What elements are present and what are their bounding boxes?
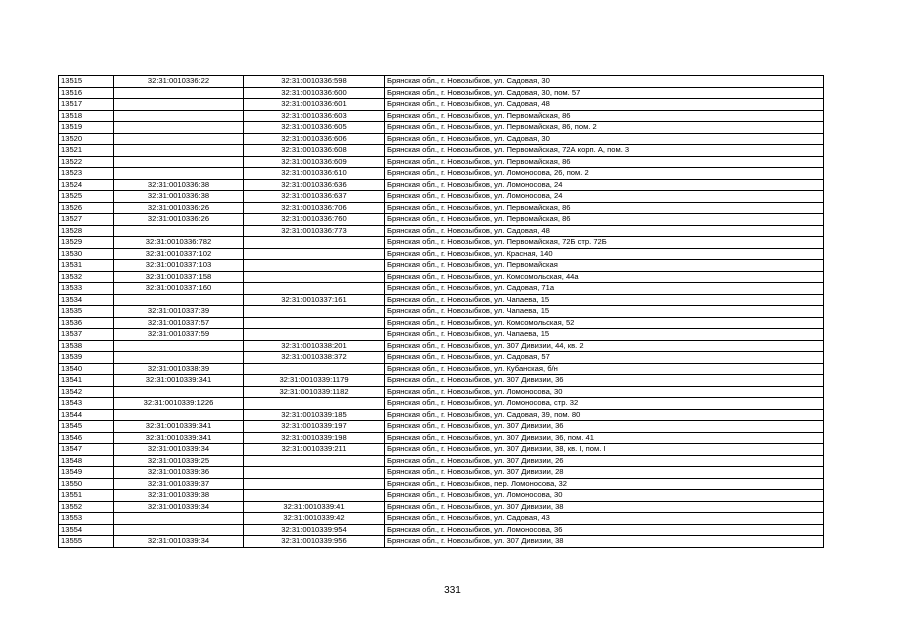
land-parcel-number-cell <box>114 513 244 525</box>
object-number-cell: 32:31:0010339:954 <box>244 524 385 536</box>
object-number-cell: 32:31:0010339:211 <box>244 444 385 456</box>
row-number-cell: 13546 <box>59 432 114 444</box>
address-cell: Брянская обл., г. Новозыбков, ул. Первомайская, 72Б стр. 72Б <box>385 237 824 249</box>
object-number-cell <box>244 306 385 318</box>
address-cell: Брянская обл., г. Новозыбков, ул. Садовая, 30, пом. 57 <box>385 87 824 99</box>
row-number-cell: 13549 <box>59 467 114 479</box>
land-parcel-number-cell: 32:31:0010337:59 <box>114 329 244 341</box>
object-number-cell: 32:31:0010339:41 <box>244 501 385 513</box>
object-number-cell <box>244 317 385 329</box>
row-number-cell: 13535 <box>59 306 114 318</box>
address-cell: Брянская обл., г. Новозыбков, ул. Чапаева, 15 <box>385 329 824 341</box>
table-row <box>59 329 824 341</box>
table-row <box>59 467 824 479</box>
table-row <box>59 145 824 157</box>
table-row <box>59 513 824 525</box>
table-row <box>59 432 824 444</box>
row-number-cell: 13515 <box>59 76 114 88</box>
object-number-cell: 32:31:0010339:1179 <box>244 375 385 387</box>
land-parcel-number-cell: 32:31:0010339:37 <box>114 478 244 490</box>
address-cell: Брянская обл., г. Новозыбков, ул. Ломоносова, 36 <box>385 524 824 536</box>
row-number-cell: 13555 <box>59 536 114 548</box>
row-number-cell: 13530 <box>59 248 114 260</box>
address-cell: Брянская обл., г. Новозыбков, ул. 307 Дивизии, 44, кв. 2 <box>385 340 824 352</box>
table-row <box>59 352 824 364</box>
land-parcel-number-cell <box>114 122 244 134</box>
row-number-cell: 13529 <box>59 237 114 249</box>
row-number-cell: 13525 <box>59 191 114 203</box>
object-number-cell: 32:31:0010339:185 <box>244 409 385 421</box>
land-parcel-number-cell <box>114 87 244 99</box>
land-parcel-number-cell: 32:31:0010338:39 <box>114 363 244 375</box>
land-parcel-number-cell: 32:31:0010339:34 <box>114 536 244 548</box>
row-number-cell: 13547 <box>59 444 114 456</box>
land-parcel-number-cell: 32:31:0010336:782 <box>114 237 244 249</box>
table-row <box>59 248 824 260</box>
object-number-cell: 32:31:0010336:608 <box>244 145 385 157</box>
page-number: 331 <box>444 585 461 596</box>
object-number-cell <box>244 237 385 249</box>
table-row <box>59 455 824 467</box>
object-number-cell: 32:31:0010336:773 <box>244 225 385 237</box>
land-parcel-number-cell <box>114 110 244 122</box>
table-row <box>59 386 824 398</box>
object-number-cell: 32:31:0010336:605 <box>244 122 385 134</box>
land-parcel-number-cell <box>114 225 244 237</box>
row-number-cell: 13526 <box>59 202 114 214</box>
address-cell: Брянская обл., г. Новозыбков, ул. 307 Дивизии, 36 <box>385 375 824 387</box>
object-number-cell <box>244 283 385 295</box>
row-number-cell: 13545 <box>59 421 114 433</box>
address-cell: Брянская обл., г. Новозыбков, ул. Ломоносова, 24 <box>385 191 824 203</box>
address-cell: Брянская обл., г. Новозыбков, ул. Первомайская, 86 <box>385 202 824 214</box>
row-number-cell: 13524 <box>59 179 114 191</box>
address-cell: Брянская обл., г. Новозыбков, ул. Первомайская, 86 <box>385 214 824 226</box>
land-parcel-number-cell: 32:31:0010337:160 <box>114 283 244 295</box>
table-row <box>59 202 824 214</box>
table-row <box>59 99 824 111</box>
object-number-cell: 32:31:0010338:201 <box>244 340 385 352</box>
table-body <box>59 76 824 548</box>
row-number-cell: 13519 <box>59 122 114 134</box>
object-number-cell: 32:31:0010339:956 <box>244 536 385 548</box>
object-number-cell: 32:31:0010337:161 <box>244 294 385 306</box>
address-cell: Брянская обл., г. Новозыбков, ул. Садовая, 30 <box>385 76 824 88</box>
row-number-cell: 13516 <box>59 87 114 99</box>
land-parcel-number-cell: 32:31:0010339:341 <box>114 421 244 433</box>
row-number-cell: 13539 <box>59 352 114 364</box>
object-number-cell: 32:31:0010336:637 <box>244 191 385 203</box>
land-parcel-number-cell <box>114 340 244 352</box>
address-cell: Брянская обл., г. Новозыбков, ул. Садовая, 71а <box>385 283 824 295</box>
object-number-cell: 32:31:0010336:609 <box>244 156 385 168</box>
address-cell: Брянская обл., г. Новозыбков, ул. Первомайская, 72А корп. А, пом. 3 <box>385 145 824 157</box>
table-row <box>59 87 824 99</box>
land-parcel-number-cell: 32:31:0010337:102 <box>114 248 244 260</box>
land-parcel-number-cell: 32:31:0010337:39 <box>114 306 244 318</box>
table-row <box>59 524 824 536</box>
object-number-cell: 32:31:0010339:197 <box>244 421 385 433</box>
table-row <box>59 536 824 548</box>
address-cell: Брянская обл., г. Новозыбков, ул. Садовая, 39, пом. 80 <box>385 409 824 421</box>
row-number-cell: 13517 <box>59 99 114 111</box>
address-cell: Брянская обл., г. Новозыбков, ул. 307 Дивизии, 38 <box>385 536 824 548</box>
land-parcel-number-cell: 32:31:0010336:38 <box>114 191 244 203</box>
address-cell: Брянская обл., г. Новозыбков, пер. Ломоносова, 32 <box>385 478 824 490</box>
address-cell: Брянская обл., г. Новозыбков, ул. Чапаева, 15 <box>385 294 824 306</box>
land-parcel-number-cell: 32:31:0010337:57 <box>114 317 244 329</box>
address-cell: Брянская обл., г. Новозыбков, ул. 307 Дивизии, 36 <box>385 421 824 433</box>
table-row <box>59 133 824 145</box>
row-number-cell: 13551 <box>59 490 114 502</box>
row-number-cell: 13531 <box>59 260 114 272</box>
row-number-cell: 13553 <box>59 513 114 525</box>
object-number-cell: 32:31:0010339:198 <box>244 432 385 444</box>
land-parcel-number-cell <box>114 409 244 421</box>
object-number-cell <box>244 271 385 283</box>
object-number-cell: 32:31:0010338:372 <box>244 352 385 364</box>
table-row <box>59 409 824 421</box>
land-parcel-number-cell <box>114 156 244 168</box>
address-cell: Брянская обл., г. Новозыбков, ул. Ломоносова, 26, пом. 2 <box>385 168 824 180</box>
object-number-cell <box>244 478 385 490</box>
object-number-cell <box>244 329 385 341</box>
object-number-cell <box>244 260 385 272</box>
row-number-cell: 13518 <box>59 110 114 122</box>
object-number-cell <box>244 467 385 479</box>
table-row <box>59 375 824 387</box>
object-number-cell: 32:31:0010336:610 <box>244 168 385 180</box>
table-row <box>59 260 824 272</box>
object-number-cell <box>244 398 385 410</box>
address-cell: Брянская обл., г. Новозыбков, ул. Первомайская, 86 <box>385 156 824 168</box>
table-row <box>59 478 824 490</box>
land-parcel-number-cell: 32:31:0010339:341 <box>114 432 244 444</box>
row-number-cell: 13538 <box>59 340 114 352</box>
address-cell: Брянская обл., г. Новозыбков, ул. 307 Дивизии, 38, кв. I, пом. I <box>385 444 824 456</box>
land-parcel-number-cell: 32:31:0010339:34 <box>114 501 244 513</box>
object-number-cell: 32:31:0010336:600 <box>244 87 385 99</box>
land-parcel-number-cell: 32:31:0010337:103 <box>114 260 244 272</box>
table-row <box>59 283 824 295</box>
land-parcel-number-cell <box>114 294 244 306</box>
table-row <box>59 340 824 352</box>
row-number-cell: 13520 <box>59 133 114 145</box>
row-number-cell: 13534 <box>59 294 114 306</box>
land-parcel-number-cell: 32:31:0010339:341 <box>114 375 244 387</box>
address-cell: Брянская обл., г. Новозыбков, ул. Первомайская, 86, пом. 2 <box>385 122 824 134</box>
object-number-cell <box>244 455 385 467</box>
row-number-cell: 13522 <box>59 156 114 168</box>
land-parcel-number-cell <box>114 145 244 157</box>
table-row <box>59 501 824 513</box>
table-row <box>59 156 824 168</box>
table-row <box>59 179 824 191</box>
address-cell: Брянская обл., г. Новозыбков, ул. 307 Дивизии, 26 <box>385 455 824 467</box>
table-row <box>59 490 824 502</box>
object-number-cell: 32:31:0010336:760 <box>244 214 385 226</box>
row-number-cell: 13521 <box>59 145 114 157</box>
row-number-cell: 13528 <box>59 225 114 237</box>
object-number-cell: 32:31:0010336:603 <box>244 110 385 122</box>
row-number-cell: 13541 <box>59 375 114 387</box>
land-parcel-number-cell: 32:31:0010339:36 <box>114 467 244 479</box>
address-cell: Брянская обл., г. Новозыбков, ул. Красная, 140 <box>385 248 824 260</box>
land-parcel-number-cell <box>114 99 244 111</box>
object-number-cell: 32:31:0010336:601 <box>244 99 385 111</box>
land-parcel-number-cell <box>114 133 244 145</box>
table-row <box>59 110 824 122</box>
table-row <box>59 122 824 134</box>
row-number-cell: 13532 <box>59 271 114 283</box>
address-cell: Брянская обл., г. Новозыбков, ул. Садовая, 30 <box>385 133 824 145</box>
land-parcel-number-cell: 32:31:0010336:26 <box>114 202 244 214</box>
address-cell: Брянская обл., г. Новозыбков, ул. Комсомольская, 52 <box>385 317 824 329</box>
object-number-cell <box>244 363 385 375</box>
land-parcel-number-cell <box>114 386 244 398</box>
address-cell: Брянская обл., г. Новозыбков, ул. Кубанская, б/н <box>385 363 824 375</box>
table-row <box>59 225 824 237</box>
table-row <box>59 444 824 456</box>
land-parcel-number-cell: 32:31:0010339:1226 <box>114 398 244 410</box>
object-number-cell: 32:31:0010336:636 <box>244 179 385 191</box>
object-number-cell: 32:31:0010336:706 <box>244 202 385 214</box>
table-row <box>59 317 824 329</box>
address-cell: Брянская обл., г. Новозыбков, ул. Садовая, 43 <box>385 513 824 525</box>
object-number-cell: 32:31:0010336:606 <box>244 133 385 145</box>
table-row <box>59 306 824 318</box>
address-cell: Брянская обл., г. Новозыбков, ул. Ломоносова, 30 <box>385 386 824 398</box>
address-cell: Брянская обл., г. Новозыбков, ул. 307 Дивизии, 28 <box>385 467 824 479</box>
land-parcel-number-cell <box>114 352 244 364</box>
address-cell: Брянская обл., г. Новозыбков, ул. Первомайская, 86 <box>385 110 824 122</box>
address-cell: Брянская обл., г. Новозыбков, ул. Ломоносова, 30 <box>385 490 824 502</box>
table-row <box>59 191 824 203</box>
table-row <box>59 421 824 433</box>
land-parcel-number-cell: 32:31:0010337:158 <box>114 271 244 283</box>
address-cell: Брянская обл., г. Новозыбков, ул. Ломоносова, стр. 32 <box>385 398 824 410</box>
address-cell: Брянская обл., г. Новозыбков, ул. 307 Дивизии, 38 <box>385 501 824 513</box>
address-cell: Брянская обл., г. Новозыбков, ул. Ломоносова, 24 <box>385 179 824 191</box>
land-parcel-number-cell: 32:31:0010339:34 <box>114 444 244 456</box>
row-number-cell: 13527 <box>59 214 114 226</box>
address-cell: Брянская обл., г. Новозыбков, ул. Первомайская <box>385 260 824 272</box>
object-number-cell: 32:31:0010339:42 <box>244 513 385 525</box>
row-number-cell: 13533 <box>59 283 114 295</box>
object-number-cell <box>244 490 385 502</box>
row-number-cell: 13540 <box>59 363 114 375</box>
row-number-cell: 13548 <box>59 455 114 467</box>
table-row <box>59 363 824 375</box>
address-cell: Брянская обл., г. Новозыбков, ул. Комсомольская, 44а <box>385 271 824 283</box>
land-parcel-number-cell: 32:31:0010336:38 <box>114 179 244 191</box>
table-row <box>59 214 824 226</box>
land-parcel-number-cell <box>114 524 244 536</box>
land-parcel-number-cell: 32:31:0010336:22 <box>114 76 244 88</box>
land-parcel-number-cell <box>114 168 244 180</box>
address-cell: Брянская обл., г. Новозыбков, ул. Садовая, 48 <box>385 225 824 237</box>
table-row <box>59 237 824 249</box>
row-number-cell: 13552 <box>59 501 114 513</box>
address-cell: Брянская обл., г. Новозыбков, ул. Чапаева, 15 <box>385 306 824 318</box>
table-row <box>59 168 824 180</box>
table-row <box>59 76 824 88</box>
land-parcel-number-cell: 32:31:0010339:25 <box>114 455 244 467</box>
row-number-cell: 13542 <box>59 386 114 398</box>
address-cell: Брянская обл., г. Новозыбков, ул. Садовая, 57 <box>385 352 824 364</box>
object-number-cell: 32:31:0010339:1182 <box>244 386 385 398</box>
row-number-cell: 13544 <box>59 409 114 421</box>
table-row <box>59 294 824 306</box>
cadastral-table <box>58 75 824 548</box>
table-row <box>59 398 824 410</box>
row-number-cell: 13543 <box>59 398 114 410</box>
object-number-cell <box>244 248 385 260</box>
object-number-cell: 32:31:0010336:598 <box>244 76 385 88</box>
address-cell: Брянская обл., г. Новозыбков, ул. Садовая, 48 <box>385 99 824 111</box>
row-number-cell: 13537 <box>59 329 114 341</box>
land-parcel-number-cell: 32:31:0010339:38 <box>114 490 244 502</box>
row-number-cell: 13554 <box>59 524 114 536</box>
row-number-cell: 13550 <box>59 478 114 490</box>
land-parcel-number-cell: 32:31:0010336:26 <box>114 214 244 226</box>
row-number-cell: 13523 <box>59 168 114 180</box>
table-row <box>59 271 824 283</box>
address-cell: Брянская обл., г. Новозыбков, ул. 307 Дивизии, 36, пом. 41 <box>385 432 824 444</box>
row-number-cell: 13536 <box>59 317 114 329</box>
